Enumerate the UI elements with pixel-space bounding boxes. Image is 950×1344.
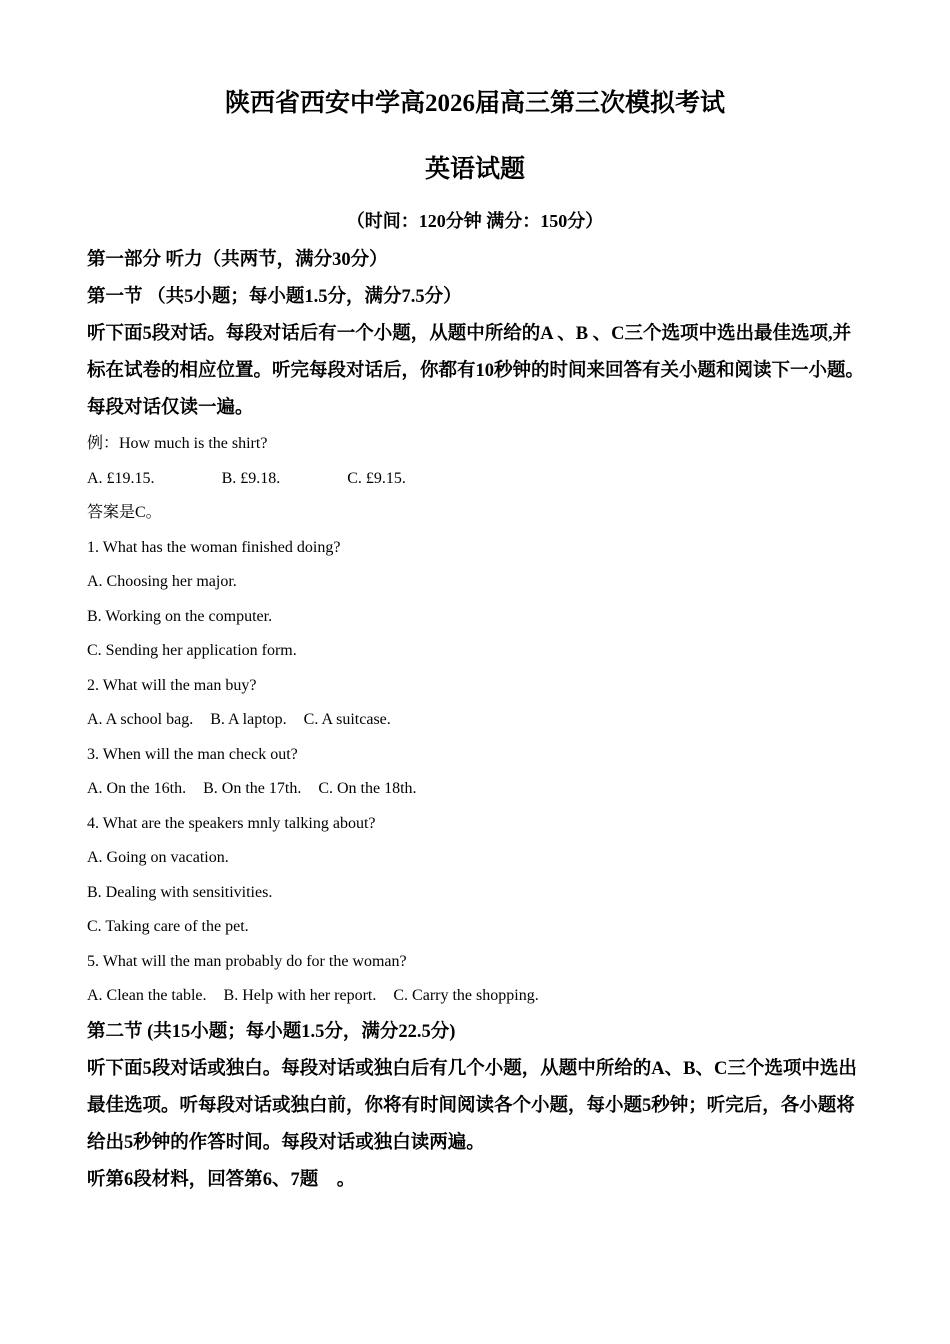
q1-option-a: A. Choosing her major. [87,573,237,590]
exam-content [87,242,867,1199]
q2-option-a: A. A school bag. [87,711,194,728]
section2-instructions: 听下面5段对话或独白。每段对话或独白后有几个小题，从题中所给的A、B、C三个选项中选出最佳选项。听每段对话或独白前，你将有时间阅读各个小题，每小题5秒钟；听完后，各小题将给出5秒钟的作答时间。每段对话或独白读两遍。 [87,1058,857,1153]
section1-instructions: 听下面5段对话。每段对话后有一个小题，从题中所给的A 、B 、C三个选项中选出最佳选项,并标在试卷的相应位置。听完每段对话后，你都有10秒钟的时间来回答有关小题和阅读下一小题。每段对话仅读一遍。 [87,324,865,418]
q1-option-c: C. Sending her application form. [87,642,297,659]
example-question: 例：How much is the shirt? [87,435,268,452]
section1-heading: 第一节 （共5小题；每小题1.5分，满分7.5分） [87,287,462,307]
question-stem-1: 1. What has the woman finished doing? [87,538,341,556]
q2-option-c: C. A suitcase. [303,711,391,728]
q3-options [87,772,867,807]
question-stem-5: 5. What will the man probably do for the woman? [87,952,407,970]
exam-subject: 英语试题 [424,156,525,183]
section2-material: 听第6段材料，回答第6、7题 。 [87,1169,356,1190]
q3-option-b: B. On the 17th. [203,780,302,797]
q4-option-a: A. Going on vacation. [87,849,229,866]
q5-option-c: C. Carry the shopping. [393,987,539,1004]
q5-options [87,979,867,1014]
example-options [87,462,867,497]
exam-time-info: （时间：120分钟 满分：150分） [346,211,604,231]
example-option-b: B. £9.18. [221,469,281,487]
q2-option-b: B. A laptop. [210,711,287,728]
q2-options [87,703,867,738]
example-option-c: C. £9.15. [347,469,406,487]
q5-option-b: B. Help with her report. [223,987,377,1004]
q3-option-c: C. On the 18th. [318,780,417,797]
q3-option-a: A. On the 16th. [87,780,187,797]
q4-option-c: C. Taking care of the pet. [87,918,249,935]
example-answer: 答案是C。 [87,504,162,521]
example-option-a: A. £19.15. [87,469,155,487]
q5-option-a: A. Clean the table. [87,987,207,1004]
question-stem-4: 4. What are the speakers mnly talking about? [87,814,376,832]
part1-heading: 第一部分 听力（共两节，满分30分） [87,250,388,270]
question-stem-2: 2. What will the man buy? [87,676,257,694]
exam-title: 陕西省西安中学高2026届高三第三次模拟考试 [224,90,725,117]
section2-heading: 第二节 (共15小题；每小题1.5分，满分22.5分) [87,1021,456,1042]
q1-option-b: B. Working on the computer. [87,607,273,625]
q4-option-b: B. Dealing with sensitivities. [87,883,273,901]
question-stem-3: 3. When will the man check out? [87,745,298,763]
